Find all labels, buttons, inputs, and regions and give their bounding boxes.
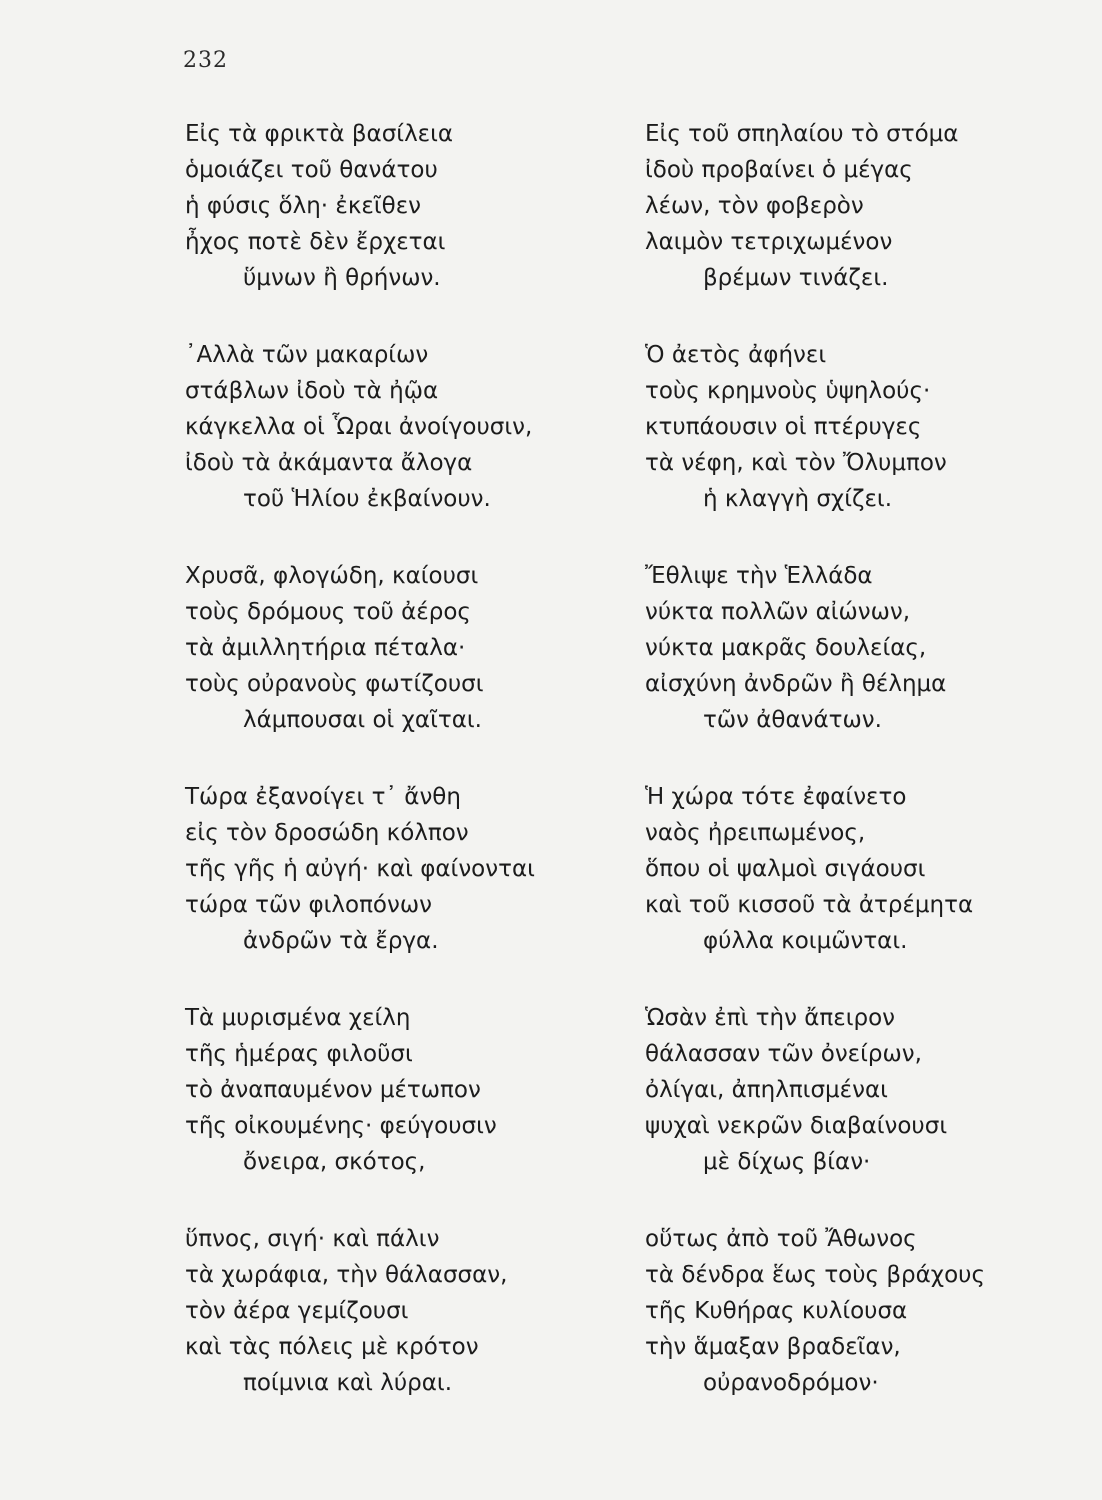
stanza (185, 779, 535, 1000)
verse-line: ἰδοὺ προβαίνει ὁ μέγας (645, 157, 913, 183)
verse-line: ἡ φύσις ὅλη· ἐκεῖθεν (185, 193, 421, 219)
verse-line: τὰ ἀμιλλητήρια πέταλα· (185, 635, 466, 661)
verse-line: τοὺς δρόμους τοῦ ἀέρος (185, 599, 471, 625)
verse-line: τὴν ἅμαξαν βραδεῖαν, (645, 1334, 901, 1360)
verse-line: τοὺς οὐρανοὺς φωτίζουσι (185, 671, 484, 697)
verse-line: μὲ δίχως βίαν· (703, 1149, 871, 1175)
verse-line: λέων, τὸν φοβερὸν (645, 193, 864, 219)
verse-line: λαιμὸν τετριχωμένον (645, 229, 893, 255)
verse-line: Χρυσᾶ, φλογώδη, καίουσι (185, 563, 479, 589)
verse-line: τῶν ἀθανάτων. (703, 707, 882, 733)
stanza (645, 779, 985, 1000)
verse-line: ὅπου οἱ ψαλμοὶ σιγάουσι (645, 856, 926, 882)
verse-line: οὕτως ἀπὸ τοῦ Ἄθωνος (645, 1226, 917, 1252)
verse-line: ὕμνων ἢ θρήνων. (243, 265, 441, 291)
verse-line: ἦχος ποτὲ δὲν ἔρχεται (185, 229, 446, 255)
verse-line: Τὰ μυρισμένα χείλη (185, 1005, 411, 1031)
verse-line: ἀνδρῶν τὰ ἔργα. (243, 928, 439, 954)
stanza (185, 1221, 535, 1442)
verse-line: ἰδοὺ τὰ ἀκάμαντα ἄλογα (185, 450, 473, 476)
verse-line: κτυπάουσιν οἱ πτέρυγες (645, 414, 922, 440)
verse-line: ὁμοιάζει τοῦ θανάτου (185, 157, 438, 183)
verse-line: αἰσχύνη ἀνδρῶν ἢ θέλημα (645, 671, 947, 697)
right-column (645, 116, 985, 1442)
verse-line: Ἡ χώρα τότε ἐφαίνετο (645, 784, 907, 810)
verse-line: τὸν ἀέρα γεμίζουσι (185, 1298, 409, 1324)
verse-line: τοὺς κρημνοὺς ὑψηλούς· (645, 378, 931, 404)
verse-line: Ἔθλιψε τὴν Ἑλλάδα (645, 563, 873, 589)
left-column (185, 116, 535, 1442)
stanza (185, 558, 535, 779)
stanza (645, 1000, 985, 1221)
stanza (185, 337, 535, 558)
verse-line: βρέμων τινάζει. (703, 265, 889, 291)
verse-line: Ὁ ἀετὸς ἀφήνει (645, 342, 827, 368)
verse-line: καὶ τοῦ κισσοῦ τὰ ἀτρέμητα (645, 892, 974, 918)
verse-line: ὕπνος, σιγή· καὶ πάλιν (185, 1226, 440, 1252)
verse-line: Εἰς τὰ φρικτὰ βασίλεια (185, 121, 454, 147)
verse-line: τοῦ Ἡλίου ἐκβαίνουν. (243, 486, 491, 512)
verse-line: νύκτα πολλῶν αἰώνων, (645, 599, 911, 625)
verse-line: ὀλίγαι, ἀπηλπισμέναι (645, 1077, 888, 1103)
stanza (185, 116, 535, 337)
verse-line: τὰ νέφη, καὶ τὸν Ὄλυμπον (645, 450, 947, 476)
verse-line: ναὸς ἠρειπωμένος, (645, 820, 866, 846)
verse-line: ὄνειρα, σκότος, (243, 1149, 426, 1175)
verse-line: θάλασσαν τῶν ὀνείρων, (645, 1041, 922, 1067)
verse-line: ποίμνια καὶ λύραι. (243, 1370, 453, 1396)
verse-line: τώρα τῶν φιλοπόνων (185, 892, 432, 918)
stanza (645, 1221, 985, 1442)
verse-line: φύλλα κοιμῶνται. (703, 928, 908, 954)
verse-line: τῆς οἰκουμένης· φεύγουσιν (185, 1113, 497, 1139)
verse-line: τὰ δένδρα ἕως τοὺς βράχους (645, 1262, 985, 1288)
verse-line: στάβλων ἰδοὺ τὰ ἠῷα (185, 378, 439, 404)
stanza (645, 337, 985, 558)
verse-line: εἰς τὸν δροσώδη κόλπον (185, 820, 469, 846)
stanza (185, 1000, 535, 1221)
verse-line: τῆς γῆς ἡ αὐγή· καὶ φαίνονται (185, 856, 535, 882)
verse-line: οὐρανοδρόμον· (703, 1370, 879, 1396)
verse-line: ψυχαὶ νεκρῶν διαβαίνουσι (645, 1113, 948, 1139)
verse-line: ᾿Αλλὰ τῶν μακαρίων (185, 342, 429, 368)
verse-line: Εἰς τοῦ σπηλαίου τὸ στόμα (645, 121, 959, 147)
verse-line: καὶ τὰς πόλεις μὲ κρότον (185, 1334, 479, 1360)
page-number: 232 (183, 48, 228, 73)
verse-line: τῆς ἡμέρας φιλοῦσι (185, 1041, 413, 1067)
verse-line: τὰ χωράφια, τὴν θάλασσαν, (185, 1262, 508, 1288)
verse-line: κάγκελλα οἱ Ὧραι ἀνοίγουσιν, (185, 414, 533, 440)
verse-line: τῆς Κυθήρας κυλίουσα (645, 1298, 908, 1324)
verse-line: Ὡσὰν ἐπὶ τὴν ἄπειρον (645, 1005, 895, 1031)
stanza (645, 116, 985, 337)
verse-line: νύκτα μακρᾶς δουλείας, (645, 635, 927, 661)
verse-line: τὸ ἀναπαυμένον μέτωπον (185, 1077, 481, 1103)
verse-line: Τώρα ἐξανοίγει τ᾿ ἄνθη (185, 784, 461, 810)
verse-line: λάμπουσαι οἱ χαῖται. (243, 707, 482, 733)
verse-line: ἡ κλαγγὴ σχίζει. (703, 486, 893, 512)
stanza (645, 558, 985, 779)
